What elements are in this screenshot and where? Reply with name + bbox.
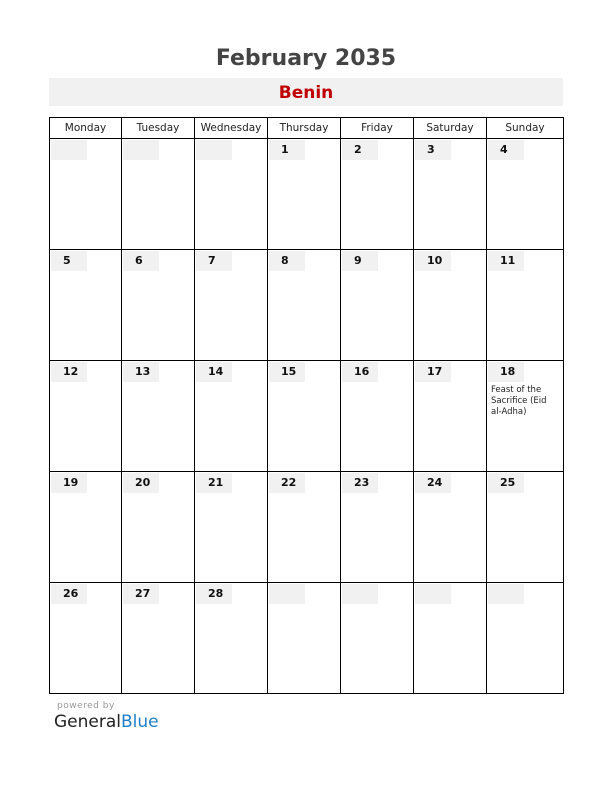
day-number: 21	[196, 473, 232, 493]
day-number	[269, 584, 305, 604]
weekday-header: Monday	[50, 118, 122, 139]
day-number	[123, 140, 159, 160]
day-number: 4	[488, 140, 524, 160]
day-cell	[341, 250, 414, 361]
day-number	[488, 584, 524, 604]
day-cell	[268, 139, 341, 250]
day-number: 12	[51, 362, 87, 382]
day-number: 27	[123, 584, 159, 604]
day-cell	[268, 250, 341, 361]
calendar-title: February 2035	[215, 46, 397, 71]
day-number: 25	[488, 473, 524, 493]
day-number: 2	[342, 140, 378, 160]
day-number: 24	[415, 473, 451, 493]
day-number: 13	[123, 362, 159, 382]
weekday-header: Friday	[341, 118, 414, 139]
day-cell	[487, 250, 564, 361]
day-cell	[341, 361, 414, 472]
day-cell	[487, 583, 564, 694]
day-cell	[487, 139, 564, 250]
week-row	[50, 250, 564, 361]
day-cell	[414, 139, 487, 250]
day-cell	[414, 361, 487, 472]
day-cell	[487, 361, 564, 472]
day-number: 16	[342, 362, 378, 382]
weekday-header: Thursday	[268, 118, 341, 139]
generalblue-logo	[54, 712, 159, 732]
week-row	[50, 139, 564, 250]
day-cell	[50, 139, 122, 250]
day-number: 18	[488, 362, 524, 382]
day-number: 14	[196, 362, 232, 382]
brand-general: General	[54, 712, 121, 732]
day-number: 28	[196, 584, 232, 604]
day-cell	[50, 361, 122, 472]
powered-by-label: powered by	[57, 701, 115, 711]
day-cell	[268, 361, 341, 472]
week-row	[50, 472, 564, 583]
day-cell	[195, 139, 268, 250]
day-cell	[122, 583, 195, 694]
day-number: 6	[123, 251, 159, 271]
day-cell	[341, 472, 414, 583]
day-cell	[122, 472, 195, 583]
week-row	[50, 583, 564, 694]
day-number: 9	[342, 251, 378, 271]
weekday-header: Saturday	[414, 118, 487, 139]
week-row	[50, 361, 564, 472]
country-name: Benin	[278, 83, 334, 103]
day-number: 11	[488, 251, 524, 271]
day-cell	[268, 583, 341, 694]
day-cell	[122, 361, 195, 472]
day-cell	[268, 472, 341, 583]
day-cell	[341, 139, 414, 250]
calendar-grid	[49, 117, 564, 694]
day-number: 7	[196, 251, 232, 271]
day-number	[342, 584, 378, 604]
weekday-header-row	[50, 118, 564, 139]
day-number: 17	[415, 362, 451, 382]
day-cell	[195, 250, 268, 361]
day-cell	[50, 472, 122, 583]
day-number: 5	[51, 251, 87, 271]
day-cell	[414, 472, 487, 583]
day-cell	[122, 139, 195, 250]
day-cell	[195, 472, 268, 583]
day-number: 10	[415, 251, 451, 271]
day-cell	[195, 361, 268, 472]
day-number: 1	[269, 140, 305, 160]
weekday-header: Wednesday	[195, 118, 268, 139]
day-number: 22	[269, 473, 305, 493]
day-number: 15	[269, 362, 305, 382]
day-number: 3	[415, 140, 451, 160]
day-cell	[414, 583, 487, 694]
day-cell	[487, 472, 564, 583]
day-number: 20	[123, 473, 159, 493]
weekday-header: Tuesday	[122, 118, 195, 139]
day-cell	[195, 583, 268, 694]
holiday-event: Feast of the Sacrifice (Eid al-Adha)	[491, 385, 547, 417]
day-number	[196, 140, 232, 160]
brand-blue: Blue	[121, 712, 159, 732]
day-cell	[50, 250, 122, 361]
day-number	[415, 584, 451, 604]
day-number: 26	[51, 584, 87, 604]
day-cell	[414, 250, 487, 361]
day-cell	[50, 583, 122, 694]
day-number: 8	[269, 251, 305, 271]
day-number: 19	[51, 473, 87, 493]
weekday-header: Sunday	[487, 118, 564, 139]
day-number: 23	[342, 473, 378, 493]
day-cell	[122, 250, 195, 361]
day-number	[51, 140, 87, 160]
day-cell	[341, 583, 414, 694]
